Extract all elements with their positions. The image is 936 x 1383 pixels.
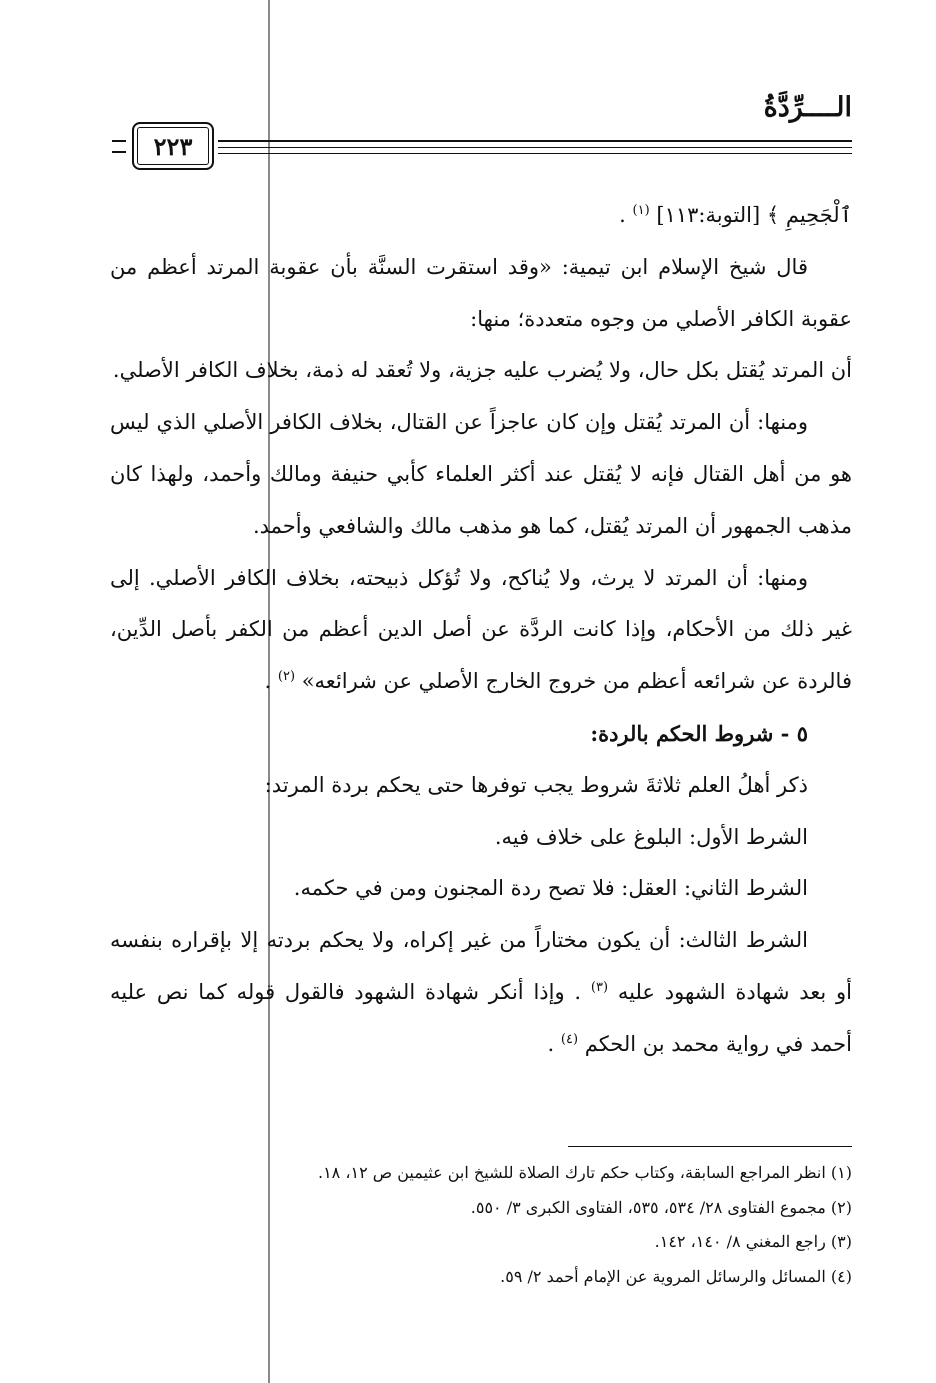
footnote-marker[interactable]: (٢) [277, 669, 296, 685]
footnote: (٢) مجموع الفتاوى ٢٨/ ٥٣٤، ٥٣٥، الفتاوى الكبرى ٣/ ٥٥٠. [470, 1197, 852, 1217]
paragraph: أن المرتد يُقتل بكل حال، ولا يُضرب عليه جزية، ولا تُعقد له ذمة، بخلاف الكافر الأصلي. [112, 358, 852, 383]
text-run: . وإذا أنكر شهادة الشهود فالقول قوله كما نص عليه أحمد في رواية محمد بن الحكم [110, 979, 852, 1056]
footnote-marker[interactable]: (٤) [560, 1031, 579, 1047]
paragraph: الشرط الأول: البلوغ على خلاف فيه. [494, 824, 808, 849]
footnote: (٤) المسائل والرسائل المروية عن الإمام أحمد ٢/ ٥٩. [500, 1266, 852, 1286]
text-run: . [264, 669, 272, 694]
header-rule [218, 140, 852, 142]
page-number-ornament [112, 140, 126, 153]
text-run: . [619, 203, 626, 227]
page-number: ٢٢٣ [132, 122, 214, 170]
paragraph: ومنها: أن المرتد يُقتل وإن كان عاجزاً عن القتال، بخلاف الكافر الأصلي الذي ليس هو من أهل القتال فإنه لا يُقتل عند أكثر العلماء كأبي حنيفة ومالك وأحمد، ولهذا كان مذهب الجمهور أن المرتد يُقتل، كما هو مذهب مالك والشافعي وأحمد. [110, 410, 852, 538]
paragraph: قال شيخ الإسلام ابن تيمية: «وقد استقرت السنَّة بأن عقوبة المرتد أعظم من عقوبة الكافر الأصلي من وجوه متعددة؛ منها: [110, 254, 852, 331]
footnote: (٣) راجع المغني ٨/ ١٤٠، ١٤٢. [654, 1232, 852, 1251]
paragraph [110, 553, 852, 708]
header-rule [218, 153, 852, 154]
running-title: الــــرِّدَّةُ [763, 92, 852, 123]
text-run: . [547, 1031, 555, 1056]
footnote-marker[interactable]: (١) [632, 203, 650, 218]
footnote-marker[interactable]: (٣) [590, 979, 609, 995]
paragraph: ذكر أهلُ العلم ثلاثةَ شروط يجب توفرها حتى يحكم بردة المرتد: [264, 772, 808, 797]
footnote: (١) انظر المراجع السابقة، وكتاب حكم تارك الصلاة للشيخ ابن عثيمين ص ١٢، ١٨. [317, 1163, 852, 1182]
header-rule [218, 147, 852, 148]
main-text [110, 190, 852, 1071]
footnotes [110, 1156, 852, 1294]
text-run: الشرط الثالث: أن يكون مختاراً من غير إكراه، ولا يحكم بردته إلا بإقراره بنفسه أو بعد شهادة الشهود عليه [110, 928, 852, 1004]
section-heading: ٥ - شروط الحكم بالردة: [590, 720, 808, 746]
footnote-separator [568, 1146, 852, 1147]
paragraph [110, 915, 852, 1070]
text-run: ومنها: أن المرتد لا يرث، ولا يُناكح، ولا تُؤكل ذبيحته، بخلاف الكافر الأصلي. إلى غير ذلك من الأحكام، وإذا كانت الردَّة عن أصل الدين أعظم من الكفر بأصل الدِّين، فالردة عن شرائعه أعظم من خروج الخارج الأصلي عن شرائعه» [110, 565, 852, 694]
paragraph [110, 190, 852, 242]
paragraph: الشرط الثاني: العقل: فلا تصح ردة المجنون ومن في حكمه. [293, 876, 808, 901]
text-run: ٱلْجَحِيمِ ﴾ [التوبة:١١٣] [656, 203, 852, 227]
